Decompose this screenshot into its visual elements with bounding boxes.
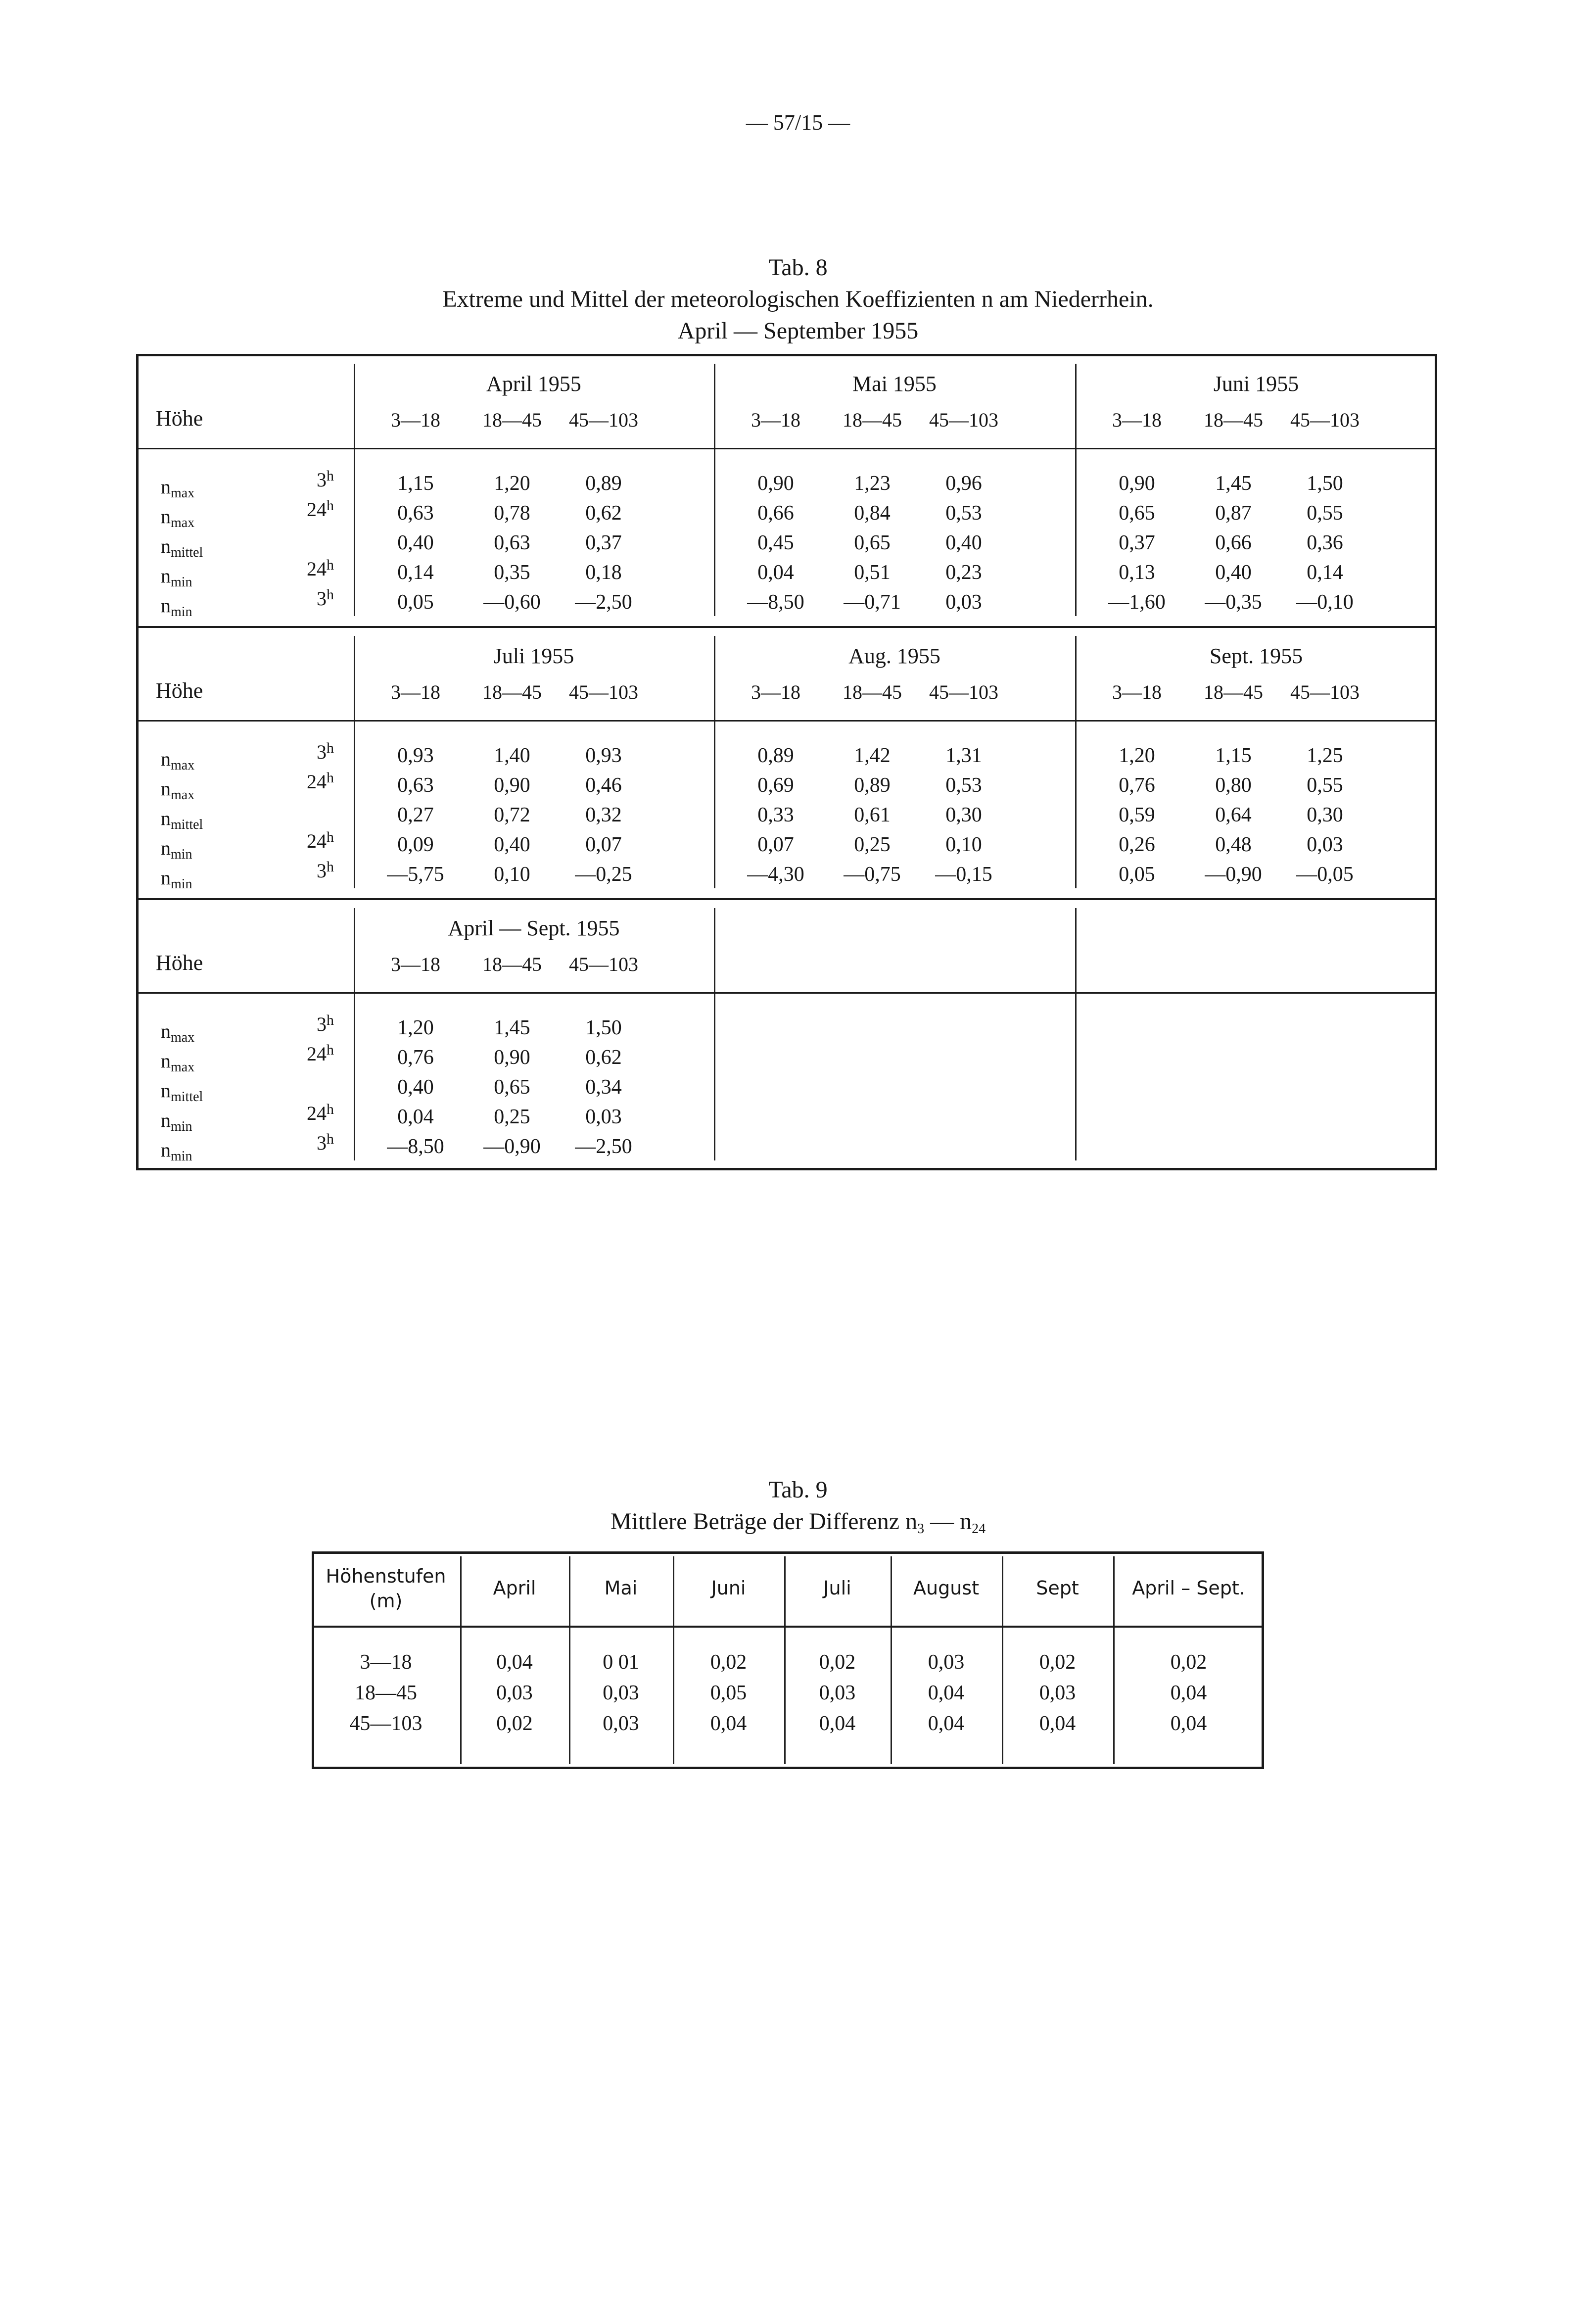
table-cell: 0,51 [854,561,891,584]
height-range-header: 3—18 [391,409,440,431]
table-cell: 0,25 [854,833,891,856]
column-divider [1075,636,1077,888]
table-cell: 0,25 [494,1106,530,1128]
table-cell: 0,96 [945,472,982,495]
row-header-hoehe: Höhe [156,406,203,431]
month-header: Juli 1955 [493,644,574,668]
table-cell: 0,07 [585,833,622,856]
column-divider [714,908,715,1160]
table-cell: —0,90 [483,1135,541,1158]
row-header-hoehe: Höhe [156,678,203,703]
table-cell: 1,50 [585,1016,622,1039]
table-cell: —4,30 [747,863,804,886]
table-8 [136,354,1437,1170]
table-cell: 0,55 [1307,774,1343,797]
column-header: April [493,1577,536,1599]
table-cell: 0,84 [854,502,891,525]
table-cell: 0,05 [397,591,434,614]
row-time-label: 24$^h$ [307,829,334,852]
table-cell: 0,10 [494,863,530,886]
height-range-header: 45—103 [569,681,638,703]
height-range-header: 45—103 [569,953,638,975]
row-label: $n_{min}$ [161,867,192,892]
row-label: $n_{max}$ [161,476,195,501]
table-cell: 0,34 [585,1076,622,1099]
table-cell: —0,71 [844,591,901,614]
column-divider [354,636,355,888]
column-divider [1075,908,1077,1160]
table-cell: 0,62 [585,1046,622,1069]
table-cell: 0,14 [1307,561,1343,584]
table-cell: 0,40 [397,1076,434,1099]
table-cell: —0,10 [1296,591,1354,614]
table-cell: 0,61 [854,804,891,826]
table-cell: 0,02 [710,1651,747,1674]
column-divider [714,636,715,888]
table-cell: 0,04 [1170,1682,1207,1704]
row-label: $n_{mittel}$ [161,1079,203,1105]
height-range-header: 45—103 [1290,681,1360,703]
table-cell: 0,45 [757,531,794,554]
table-cell: 0,90 [757,472,794,495]
table-cell: 0,64 [1215,804,1252,826]
row-time-label: 3$^h$ [317,1131,334,1154]
table-cell: 0,80 [1215,774,1252,797]
table-cell: 0,36 [1307,531,1343,554]
table-cell: 0,30 [945,804,982,826]
table-cell: 0,18 [585,561,622,584]
table-cell: 1,25 [1307,744,1343,767]
column-divider [354,908,355,1160]
height-range-header: 3—18 [751,409,800,431]
table-cell: 0,03 [585,1106,622,1128]
row-time-label: 24$^h$ [307,557,334,580]
tab9-title: Mittlere Beträge der Differenz n3 — n24 [610,1508,986,1537]
block-divider [136,898,1437,900]
table-cell: 0,78 [494,502,530,525]
table-cell: 0,32 [585,804,622,826]
column-divider [714,364,715,616]
row-label: $n_{min}$ [161,1139,192,1164]
table-cell: —8,50 [747,591,804,614]
header-rule [136,720,1437,722]
table-cell: 0,04 [928,1682,965,1704]
row-time-label: 3$^h$ [317,740,334,763]
table-cell: 0 01 [603,1651,639,1674]
table-cell: 0,04 [397,1106,434,1128]
table-cell: 0,04 [496,1651,533,1674]
table-cell: 0,04 [819,1712,856,1735]
table-cell: 0,30 [1307,804,1343,826]
table-cell: 0,65 [1119,502,1155,525]
row-time-label: 3$^h$ [317,859,334,882]
column-divider [1075,364,1077,616]
table-cell: 0,13 [1119,561,1155,584]
height-range-header: 45—103 [929,409,998,431]
row-header-hoehe: Höhe [156,951,203,975]
table-cell: 0,05 [1119,863,1155,886]
header-unit: (m) [369,1590,403,1612]
height-range-header: 45—103 [569,409,638,431]
table-cell: 0,04 [928,1712,965,1735]
row-label: $n_{min}$ [161,837,192,862]
table-cell: 0,89 [757,744,794,767]
table-cell: 0,69 [757,774,794,797]
month-header: Sept. 1955 [1209,644,1303,668]
table-cell: 0,09 [397,833,434,856]
table-cell: 0,66 [757,502,794,525]
table-cell: 0,02 [1039,1651,1076,1674]
table-cell: 0,37 [1119,531,1155,554]
table-cell: 0,03 [1039,1682,1076,1704]
table-cell: 0,04 [710,1712,747,1735]
table-cell: 0,90 [1119,472,1155,495]
month-header: Aug. 1955 [848,644,940,668]
table-cell: 0,03 [928,1651,965,1674]
table-cell: 0,35 [494,561,530,584]
table-cell: 0,72 [494,804,530,826]
table-cell: 1,45 [494,1016,530,1039]
month-header: Mai 1955 [852,372,937,396]
column-header: Mai [604,1577,638,1599]
table-cell: —0,75 [844,863,901,886]
tab8-label: Tab. 8 [768,254,828,281]
table-cell: —0,90 [1205,863,1262,886]
table-cell: 0,33 [757,804,794,826]
row-time-label: 3$^h$ [317,468,334,491]
height-range-header: 45—103 [929,681,998,703]
table-cell: 0,02 [1170,1651,1207,1674]
table-cell: 0,93 [397,744,434,767]
header-hoehenstufen: Höhenstufen [326,1565,446,1587]
table-cell: 0,23 [945,561,982,584]
table-cell: 0,76 [1119,774,1155,797]
table-cell: 1,42 [854,744,891,767]
table-cell: 0,63 [397,774,434,797]
table-cell: 0,89 [854,774,891,797]
tab9-label: Tab. 9 [768,1477,828,1503]
height-range-header: 3—18 [751,681,800,703]
table-cell: 1,50 [1307,472,1343,495]
row-label: $n_{max}$ [161,748,195,773]
table-cell: 0,40 [494,833,530,856]
table-cell: 0,66 [1215,531,1252,554]
table-cell: 0,03 [819,1682,856,1704]
table-cell: 0,02 [496,1712,533,1735]
row-time-label: 3$^h$ [317,586,334,610]
table-cell: 0,26 [1119,833,1155,856]
table-cell: 1,15 [397,472,434,495]
table-cell: 0,63 [494,531,530,554]
table-cell: 0,40 [397,531,434,554]
table-cell: 0,07 [757,833,794,856]
table-cell: 0,65 [494,1076,530,1099]
table-cell: 0,90 [494,1046,530,1069]
column-header: April – Sept. [1132,1577,1245,1599]
table-cell: 0,90 [494,774,530,797]
table-cell: 1,23 [854,472,891,495]
row-label-stufe: 45—103 [349,1712,422,1735]
table-cell: 0,04 [757,561,794,584]
block-divider [136,626,1437,628]
height-range-header: 18—45 [843,409,902,431]
height-range-header: 18—45 [482,409,542,431]
table-cell: 0,93 [585,744,622,767]
table-cell: 0,62 [585,502,622,525]
height-range-header: 3—18 [1112,681,1162,703]
table-cell: 0,05 [710,1682,747,1704]
table-cell: 0,48 [1215,833,1252,856]
row-label: $n_{min}$ [161,594,192,620]
height-range-header: 18—45 [482,953,542,975]
table-cell: 1,20 [397,1016,434,1039]
month-header: April — Sept. 1955 [448,916,620,940]
row-time-label: 24$^h$ [307,1042,334,1065]
row-label: $n_{mittel}$ [161,535,203,560]
table-cell: —0,60 [483,591,541,614]
table-cell: 0,53 [945,774,982,797]
table-cell: 0,03 [945,591,982,614]
table-cell: —0,25 [575,863,632,886]
table-cell: —5,75 [387,863,444,886]
table-cell: 0,63 [397,502,434,525]
column-header: Juni [711,1577,746,1599]
column-header: Sept [1036,1577,1079,1599]
table-cell: 0,76 [397,1046,434,1069]
table-cell: 1,40 [494,744,530,767]
height-range-header: 3—18 [391,953,440,975]
table-cell: —2,50 [575,1135,632,1158]
column-header: August [913,1577,979,1599]
table-cell: 0,27 [397,804,434,826]
table-cell: —2,50 [575,591,632,614]
height-range-header: 3—18 [1112,409,1162,431]
header-rule [312,1626,1264,1628]
table-cell: 0,89 [585,472,622,495]
header-rule [136,448,1437,449]
table-9 [312,1551,1264,1769]
table-cell: 0,40 [1215,561,1252,584]
table-cell: —1,60 [1108,591,1166,614]
table-cell: 1,20 [494,472,530,495]
row-label: $n_{max}$ [161,1020,195,1045]
table-cell: 0,03 [496,1682,533,1704]
row-time-label: 24$^h$ [307,497,334,521]
height-range-header: 18—45 [843,681,902,703]
height-range-header: 18—45 [1204,681,1263,703]
height-range-header: 18—45 [1204,409,1263,431]
table-cell: —0,05 [1296,863,1354,886]
column-header: Juli [823,1577,851,1599]
row-label-stufe: 18—45 [355,1682,417,1704]
table-cell: 1,45 [1215,472,1252,495]
table-cell: 1,20 [1119,744,1155,767]
table-cell: 0,03 [1307,833,1343,856]
tab8-title: Extreme und Mittel der meteorologischen Koeffizienten n am Niederrhein. [442,286,1154,312]
table-cell: 1,15 [1215,744,1252,767]
row-label: $n_{max}$ [161,777,195,803]
table-cell: 0,87 [1215,502,1252,525]
table-cell: 0,46 [585,774,622,797]
row-label-stufe: 3—18 [360,1651,412,1674]
column-divider [354,364,355,616]
table-cell: —0,15 [935,863,992,886]
table-cell: 0,10 [945,833,982,856]
table-cell: 0,40 [945,531,982,554]
row-label: $n_{mittel}$ [161,807,203,832]
table-cell: —0,35 [1205,591,1262,614]
table-cell: 0,59 [1119,804,1155,826]
page-number: — 57/15 — [746,110,850,135]
table-cell: 0,55 [1307,502,1343,525]
row-label: $n_{min}$ [161,565,192,590]
row-time-label: 3$^h$ [317,1012,334,1035]
month-header: Juni 1955 [1213,372,1299,396]
table-cell: 0,03 [603,1682,639,1704]
height-range-header: 3—18 [391,681,440,703]
table-cell: 0,37 [585,531,622,554]
row-label: $n_{max}$ [161,1050,195,1075]
table-cell: 0,65 [854,531,891,554]
row-label: $n_{max}$ [161,505,195,530]
row-time-label: 24$^h$ [307,1101,334,1124]
height-range-header: 18—45 [482,681,542,703]
row-label: $n_{min}$ [161,1109,192,1134]
month-header: April 1955 [486,372,581,396]
table-cell: 0,04 [1170,1712,1207,1735]
table-cell: —8,50 [387,1135,444,1158]
height-range-header: 45—103 [1290,409,1360,431]
table-cell: 0,03 [603,1712,639,1735]
table-cell: 1,31 [945,744,982,767]
tab8-subtitle: April — September 1955 [677,318,919,344]
header-rule [136,992,1437,994]
table-cell: 0,04 [1039,1712,1076,1735]
row-time-label: 24$^h$ [307,770,334,793]
table-cell: 0,02 [819,1651,856,1674]
table-cell: 0,53 [945,502,982,525]
table-cell: 0,14 [397,561,434,584]
